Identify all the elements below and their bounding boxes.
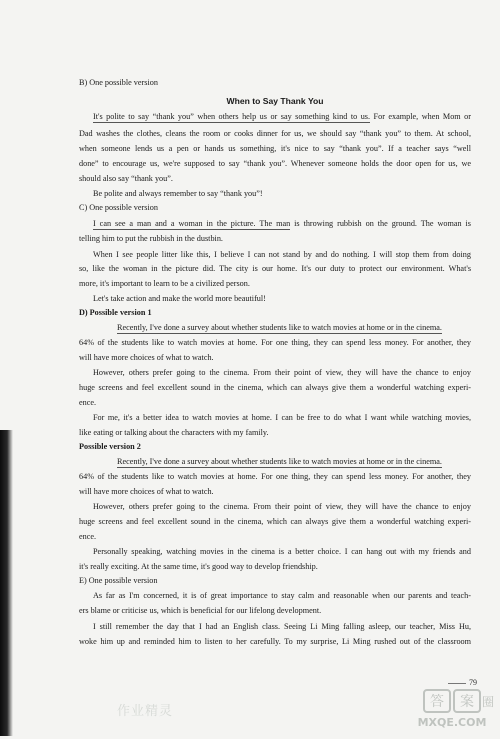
text-line: When I see people litter like this, I believe I can not stand by and do nothing. I will stop them from doing (93, 250, 471, 259)
text-line: I can see a man and a woman in the picture. The man is throwing rubbish on the ground. The woman is (93, 219, 471, 228)
text-line: will have more choices of what to watch. (79, 353, 214, 362)
text-line: it's really exciting. At the same time, it's good way to develop friendship. (79, 562, 318, 571)
text-line: huge screens and feel excellent sound in the cinema, which can always give them a wonderful watching experi- (79, 383, 471, 392)
section-e-heading: E) One possible version (79, 576, 158, 585)
text-line: Let's take action and make the world more beautiful! (93, 294, 266, 303)
possible-version-2-heading: Possible version 2 (79, 442, 141, 451)
logo-url: MXQE.COM (417, 716, 487, 729)
text-line: like eating or talking about the characters with my family. (79, 428, 269, 437)
section-c-heading: C) One possible version (79, 203, 158, 212)
text-line: will have more choices of what to watch. (79, 487, 214, 496)
watermark-left: 作业精灵 (117, 704, 174, 719)
text-line: As far as I'm concerned, it is of great importance to stay calm and reasonable when our parents and teach- (93, 591, 471, 600)
text-line: Personally speaking, watching movies in the cinema is a better choice. I can hang out with my friends and (93, 547, 471, 556)
text-line: Recently, I've done a survey about whether students like to watch movies at home or in the cinema. (117, 323, 442, 332)
text-line: Recently, I've done a survey about whether students like to watch movies at home or in the cinema. (117, 457, 442, 466)
text-line: 64% of the students like to watch movies at home. For one thing, they can spend less money. For another, they (79, 472, 471, 481)
logo-glyph-2: 案 (460, 694, 474, 710)
text-line: when someone lends us a pen or hands us something, it's nice to say “thank you”. If a teacher says “well (79, 144, 471, 153)
binding-shadow (0, 430, 13, 736)
text-line: woke him up and reminded him to listen to her carefully. To my surprise, Li Ming rushed out of the classroom (79, 637, 471, 646)
section-b-heading: B) One possible version (79, 78, 158, 87)
page-number: 79 (448, 678, 477, 687)
text-line: 64% of the students like to watch movies at home. For one thing, they can spend less money. For another, they (79, 338, 471, 347)
text-line: However, others prefer going to the cinema. From their point of view, they will have the chance to enjoy (93, 368, 471, 377)
logo-glyph-3: 圈 (481, 695, 495, 709)
text-line: For me, it's a better idea to watch movies at home. I can be free to do what I want while watching movies, (93, 413, 471, 422)
text-line: done” to encourage us, we're supposed to say “thank you”. Whenever someone holds the door open for us, we (79, 159, 471, 168)
text-line: I still remember the day that I had an English class. Seeing Li Ming falling asleep, our teacher, Miss Hu, (93, 622, 471, 631)
section-d-heading: D) Possible version 1 (79, 308, 152, 317)
text-line: should also say “thank you”. (79, 174, 173, 183)
text-line: more, it's important to learn to be a civilized person. (79, 279, 250, 288)
text-line: ence. (79, 398, 97, 407)
watermark-logo (390, 686, 496, 734)
text-line: ers blame or criticise us, which is beneficial for our lifelong development. (79, 606, 322, 615)
text-line: huge screens and feel excellent sound in the cinema, which can always give them a wonderful watching experi- (79, 517, 471, 526)
text-line: so, like the woman in the picture did. The city is our home. It's our duty to protect our environment. What's (79, 264, 471, 273)
text-line: Dad washes the clothes, cleans the room or cooks dinner for us, we should say “thank you” to them. At school, (79, 129, 471, 138)
logo-glyph-1: 答 (430, 694, 444, 710)
text-line: It's polite to say “thank you” when others help us or say something kind to us. For example, when Mom or (93, 112, 471, 121)
text-line: ence. (79, 532, 97, 541)
logo-mark-icon (390, 686, 496, 734)
text-line: Be polite and always remember to say “thank you”! (93, 189, 263, 198)
page-number-dash (448, 683, 466, 684)
essay-title: When to Say Thank You (226, 96, 324, 106)
text-line: However, others prefer going to the cinema. From their point of view, they will have the chance to enjoy (93, 502, 471, 511)
text-line: telling him to put the rubbish in the dustbin. (79, 234, 223, 243)
